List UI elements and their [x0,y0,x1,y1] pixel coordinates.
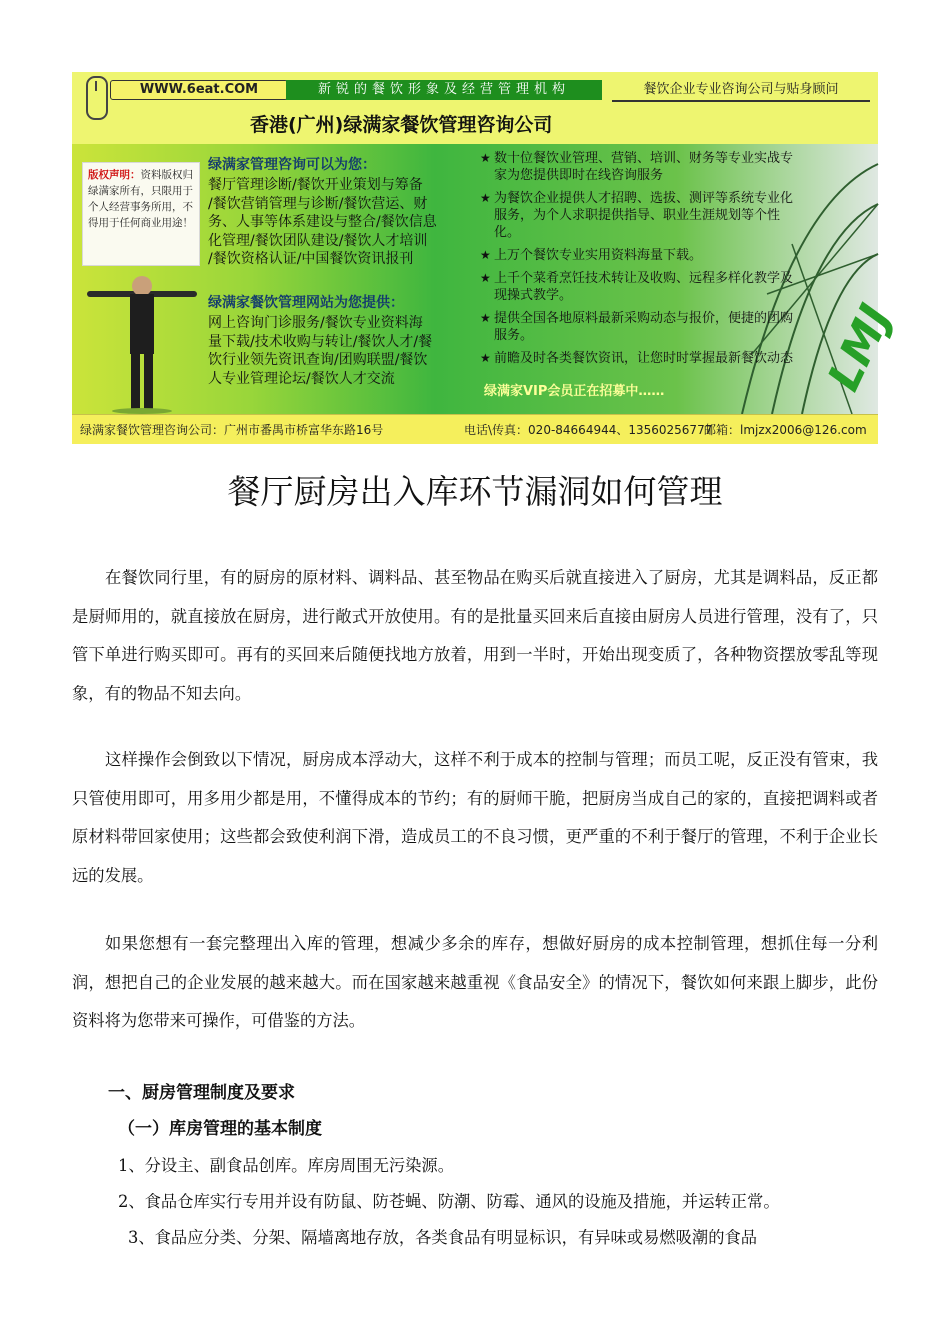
copyright-text: 资料版权归绿满家所有，只限用于个人经营事务所用，不得用于任何商业用途！ [88,169,193,229]
website-heading: 绿满家餐饮管理网站为您提供： [208,295,404,311]
services-line: 务、人事等体系建设与整合/餐饮信息 [208,214,437,230]
paragraph: 如果您想有一套完整理出入库的管理，想减少多余的库存，想做好厨房的成本控制管理，想抓住每一分利润，想把自己的企业发展的越来越大。而在国家越来越重视《食品安全》的情况下，餐饮如何来跟上脚步，此份资料将为您带来可操作，可借鉴的方法。 [72,934,878,1030]
benefit-item: ★ 前瞻及时各类餐饮资讯，让您时时掌握最新餐饮动态 [480,350,800,367]
banner-slogan: 新锐的餐饮形象及经营管理机构 [286,80,602,100]
benefit-item: ★ 数十位餐饮业管理、营销、培训、财务等专业实战专家为您提供即时在线咨询服务 [480,150,800,184]
advert-banner [72,72,902,443]
paragraph: 在餐饮同行里，有的厨房的原材料、调料品、甚至物品在购买后就直接进入了厨房，尤其是调料品，反正都是厨师用的，就直接放在厨房，进行敞式开放使用。有的是批量买回来后直接由厨房人员进行管理，没有了，只管下单进行购买即可。再有的买回来后随便找地方放着，用到一半时，开始出现变质了，各种物资摆放零乱等现象，有的物品不知去向。 [72,568,878,703]
copyright-title: 版权声明： [88,169,141,181]
document-title: 餐厅厨房出入库环节漏洞如何管理 [227,472,723,511]
banner-main-area [72,144,902,414]
services-heading: 绿满家管理咨询可以为您： [208,157,376,173]
website-services-list [208,314,432,388]
benefits-list [480,150,800,373]
services-line: /餐饮营销管理与诊断/餐饮营运、财 [208,195,428,212]
benefit-item: ★ 为餐饮企业提供人才招聘、选拔、测评等系统专业化服务，为个人求职提供指导、职业生涯规划等个性化。 [480,190,800,241]
mouse-icon [86,76,108,120]
rule-item: 2、食品仓库实行专用并设有防鼠、防苍蝇、防潮、防霉、通风的设施及措施，并运转正常。 [118,1192,780,1211]
footer-phone: 电话\传真：020-84664944、13560256777 [464,423,713,437]
paragraph: 这样操作会倒致以下情况，厨房成本浮动大，这样不利于成本的控制与管理；而员工呢，反正没有管束，我只管使用即可，用多用少都是用，不懂得成本的节约；有的厨师干脆，把厨房当成自己的家的，直接把调料或者原材料带回家使用；这些都会致使利润下滑，造成员工的不良习惯，更严重的不利于餐厅的管理，不利于企业长远的发展。 [72,750,878,885]
banner-footer [72,414,878,444]
rule-item: 3、食品应分类、分架、隔墙离地存放，各类食品有明显标识，有异味或易燃吸潮的食品 [128,1228,758,1247]
website-url[interactable]: WWW.6eat.COM [110,80,288,100]
banner-tagline: 餐饮企业专业咨询公司与贴身顾问 [612,80,870,102]
benefit-item: ★ 提供全国各地原料最新采购动态与报价，便捷的团购服务。 [480,310,800,344]
company-name: 香港(广州)绿满家餐饮管理咨询公司 [250,114,553,136]
services-list [208,176,437,269]
services-line: /餐饮资格认证/中国餐饮资讯报刊 [208,251,414,267]
copyright-notice [82,162,200,266]
vip-recruiting[interactable]: 绿满家VIP会员正在招募中…… [484,384,665,399]
footer-address: 绿满家餐饮管理咨询公司：广州市番禺市桥富华东路16号 [80,423,384,437]
benefit-item: ★ 上万个餐饮专业实用资料海量下载。 [480,247,800,264]
website-line: 量下载/技术收购与转让/餐饮人才/餐 [208,333,433,350]
benefit-item: ★ 上千个菜肴烹饪技术转让及收购、远程多样化教学及现操式教学。 [480,270,800,304]
section-heading: 一、厨房管理制度及要求 [108,1083,295,1103]
lmj-logo-text: LMJ [818,297,902,399]
subsection-heading: （一）库房管理的基本制度 [118,1119,322,1139]
website-line: 网上咨询门诊服务/餐饮专业资料海 [208,315,423,331]
website-line: 饮行业领先资讯查询/团购联盟/餐饮 [208,352,428,368]
services-line: 餐厅管理诊断/餐饮开业策划与筹备 [208,177,423,193]
banner-top-bar [72,72,878,106]
footer-email[interactable]: 邮箱：lmjzx2006@126.com [704,423,867,437]
lmj-logo [802,294,902,404]
businessman-figure-icon [82,264,202,414]
rule-item: 1、分设主、副食品创库。库房周围无污染源。 [118,1156,454,1175]
website-line: 人专业管理论坛/餐饮人才交流 [208,370,395,387]
services-line: 化管理/餐饮团队建设/餐饮人才培训 [208,232,428,249]
